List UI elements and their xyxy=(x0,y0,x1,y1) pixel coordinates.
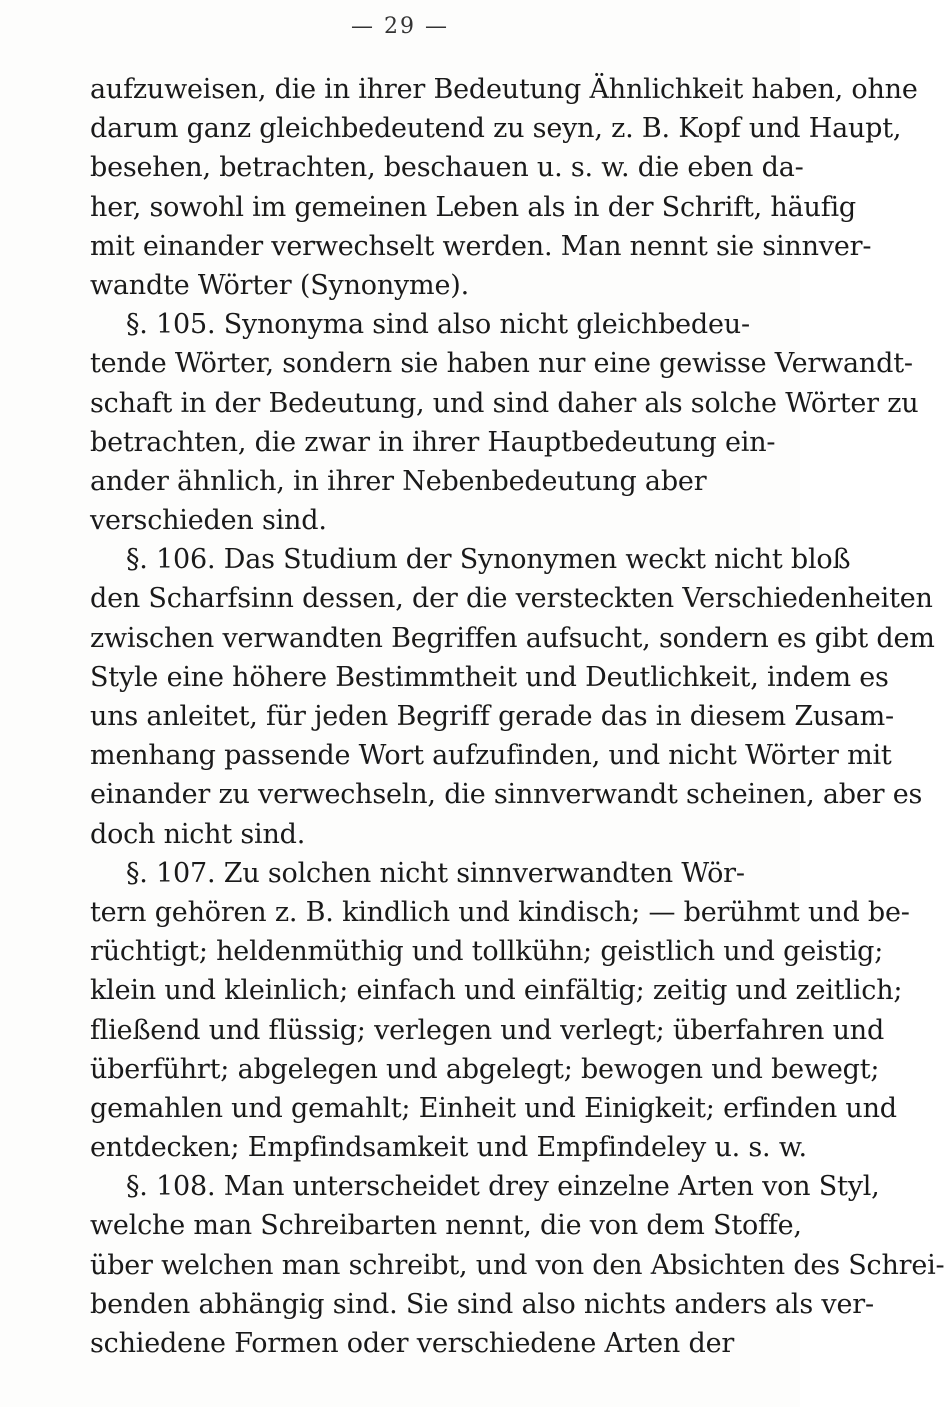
text-line: über welchen man schreibt, und von den Absichten des Schrei- xyxy=(90,1249,944,1281)
text-line: uns anleitet, für jeden Begriff gerade das in diesem Zusam- xyxy=(90,701,894,732)
text-line: mit einander verwechselt werden. Man nennt sie sinnver- xyxy=(90,230,872,262)
text-line: gemahlen und gemahlt; Einheit und Einigkeit; erfinden und xyxy=(90,1092,897,1124)
text-line: menhang passende Wort aufzufinden, und nicht Wörter mit xyxy=(90,740,892,772)
paragraph-108-start: §. 108. Man unterscheidet drey einzelne Arten von Styl, xyxy=(126,1171,880,1203)
text-line: fließend und flüssig; verlegen und verlegt; überfahren und xyxy=(90,1014,885,1046)
paragraph-105-start: §. 105. Synonyma sind also nicht gleichbedeu- xyxy=(126,309,750,341)
text-line: schaft in der Bedeutung, und sind daher als solche Wörter zu xyxy=(90,387,919,419)
text-line: zwischen verwandten Begriffen aufsucht, sondern es gibt dem xyxy=(90,622,935,654)
page-number: — 29 — xyxy=(351,14,449,39)
paragraph-107-start: §. 107. Zu solchen nicht sinnverwandten Wör- xyxy=(126,857,745,889)
text-line: benden abhängig sind. Sie sind also nichts anders als ver- xyxy=(90,1288,874,1320)
text-line: einander zu verwechseln, die sinnverwandt scheinen, aber es xyxy=(90,779,923,811)
text-line: verschieden sind. xyxy=(90,505,327,537)
text-line: doch nicht sind. xyxy=(90,818,306,850)
text-line: rüchtigt; heldenmüthig und tollkühn; geistlich und geistig; xyxy=(90,936,884,968)
text-line: überführt; abgelegen und abgelegt; bewogen und bewegt; xyxy=(90,1053,880,1085)
body-text xyxy=(90,70,944,1363)
text-line: tende Wörter, sondern sie haben nur eine gewisse Verwandt- xyxy=(90,348,913,380)
text-line: entdecken; Empfindsamkeit und Empfindeley u. s. w. xyxy=(90,1132,807,1164)
text-line: klein und kleinlich; einfach und einfältig; zeitig und zeitlich; xyxy=(90,975,903,1007)
text-line: besehen, betrachten, beschauen u. s. w. die eben da- xyxy=(90,152,804,184)
text-line: darum ganz gleichbedeutend zu seyn, z. B. Kopf und Haupt, xyxy=(90,113,902,145)
text-line: ander ähnlich, in ihrer Nebenbedeutung aber xyxy=(90,465,707,497)
text-line: Style eine höhere Bestimmtheit und Deutlichkeit, indem es xyxy=(90,661,889,693)
text-line: tern gehören z. B. kindlich und kindisch; — berühmt und be- xyxy=(90,896,910,928)
paragraph-106-start: §. 106. Das Studium der Synonymen weckt nicht bloß xyxy=(126,544,851,576)
text-line: betrachten, die zwar in ihrer Hauptbedeutung ein- xyxy=(90,426,776,458)
text-line: den Scharfsinn dessen, der die versteckten Verschiedenheiten xyxy=(90,583,933,615)
text-line: welche man Schreibarten nennt, die von dem Stoffe, xyxy=(90,1210,802,1242)
text-line: her, sowohl im gemeinen Leben als in der Schrift, häufig xyxy=(90,191,857,223)
text-line: wandte Wörter (Synonyme). xyxy=(90,269,469,301)
text-line: aufzuweisen, die in ihrer Bedeutung Ähnlichkeit haben, ohne xyxy=(90,74,918,105)
text-line: schiedene Formen oder verschiedene Arten der xyxy=(90,1328,735,1359)
